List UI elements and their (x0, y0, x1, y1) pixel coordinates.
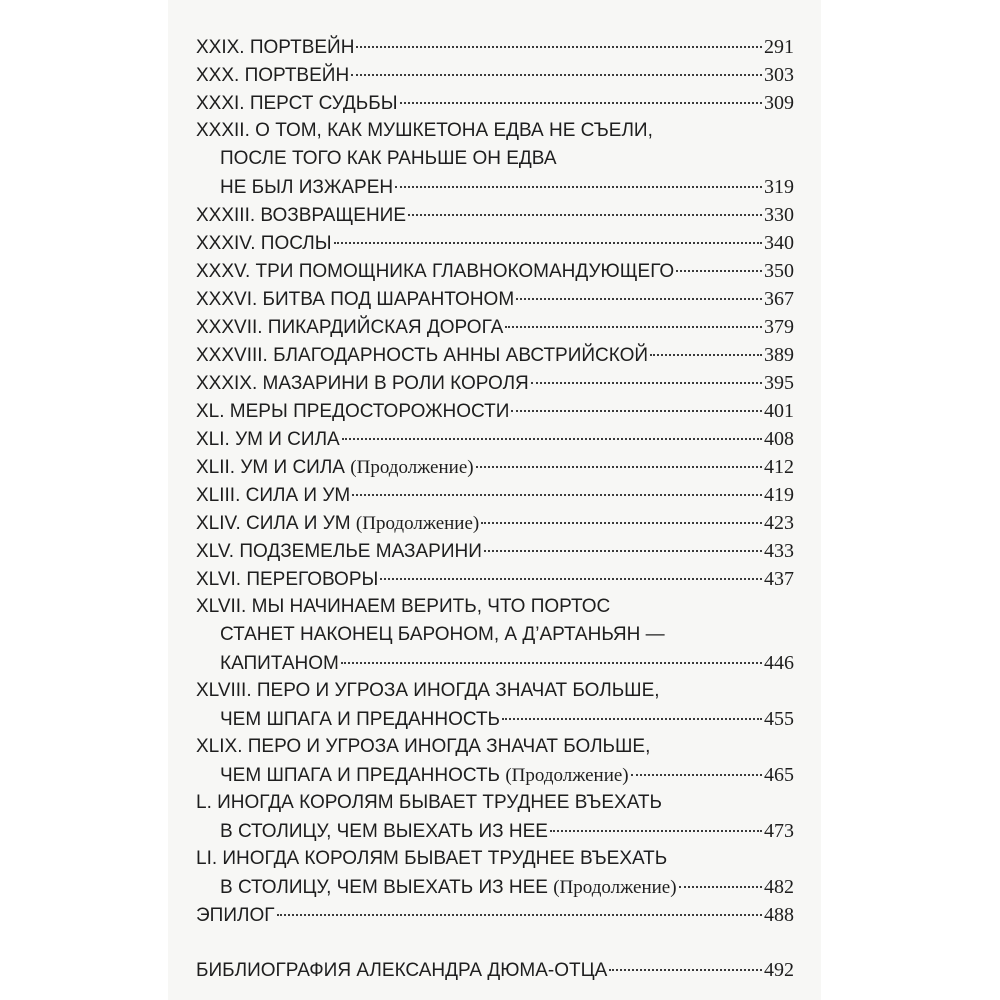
toc-entry-title (196, 789, 662, 817)
toc-title-text: XLVI. ПЕРЕГОВОРЫ (196, 569, 379, 590)
toc-entry-line (196, 789, 794, 817)
toc-entry-continuation-note: (Продолжение) (553, 877, 677, 898)
toc-entry-title (196, 258, 674, 286)
toc-title-text: XL. МЕРЫ ПРЕДОСТОРОЖНОСТИ (196, 401, 510, 422)
toc-entry-title (196, 510, 479, 538)
toc-entry-line (196, 649, 794, 677)
dot-leader (277, 914, 762, 916)
toc-entry-continuation-note: (Продолжение) (350, 457, 474, 478)
toc-entry-line (196, 89, 794, 117)
toc-entry-line (196, 817, 794, 845)
toc-entry-line (196, 173, 794, 201)
toc-entry-title (220, 874, 677, 902)
dot-leader (395, 186, 762, 188)
toc-title-text: XLIII. СИЛА И УМ (196, 485, 351, 506)
toc-page-number: 412 (764, 456, 794, 478)
toc-entry-line (196, 425, 794, 453)
toc-entry-line (196, 453, 794, 481)
toc-entry-title (196, 845, 667, 873)
toc-title-text: В СТОЛИЦУ, ЧЕМ ВЫЕХАТЬ ИЗ НЕЕ (220, 821, 548, 842)
dot-leader (356, 46, 762, 48)
toc-entry-line (196, 565, 794, 593)
toc-title-text: БИБЛИОГРАФИЯ АЛЕКСАНДРА ДЮМА-ОТЦА (196, 960, 608, 981)
toc-page-number: 437 (764, 568, 794, 590)
toc-entry-title (196, 230, 332, 258)
dot-leader (341, 662, 762, 664)
dot-leader (531, 382, 762, 384)
toc-title-text: XXXIV. ПОСЛЫ (196, 233, 332, 254)
toc-entry-title (196, 454, 474, 482)
toc-entry-continuation-note: (Продолжение) (505, 765, 629, 786)
toc-page-number: 492 (764, 959, 794, 981)
toc-page-number: 446 (764, 652, 794, 674)
toc-page-number: 330 (764, 204, 794, 226)
toc-title-text: ПОСЛЕ ТОГО КАК РАНЬШЕ ОН ЕДВА (220, 148, 557, 169)
dot-leader (481, 522, 762, 524)
toc-page-number: 408 (764, 428, 794, 450)
toc-entry-line (196, 509, 794, 537)
toc-entry-line (196, 481, 794, 509)
toc-title-text: XXXVI. БИТВА ПОД ШАРАНТОНОМ (196, 289, 515, 310)
toc-entry-title (220, 818, 548, 846)
toc-title-text: XLII. УМ И СИЛА (196, 457, 345, 478)
toc-title-text: XLIV. СИЛА И УМ (196, 513, 351, 534)
toc-entry-line (196, 873, 794, 901)
toc-page-number: 389 (764, 344, 794, 366)
toc-entry-line (196, 369, 794, 397)
toc-title-text: СТАНЕТ НАКОНЕЦ БАРОНОМ, А Д’АРТАНЬЯН — (220, 624, 665, 645)
toc-entry-line (196, 956, 794, 984)
toc-entry-title (196, 90, 398, 118)
toc-title-text: XXXVII. ПИКАРДИЙСКАЯ ДОРОГА (196, 317, 504, 338)
toc-entry-title (196, 426, 340, 454)
toc-title-text: ЧЕМ ШПАГА И ПРЕДАННОСТЬ (220, 709, 501, 730)
toc-entry-title (196, 566, 378, 594)
toc-title-text: ЭПИЛОГ (196, 905, 275, 926)
dot-leader (380, 578, 762, 580)
toc-title-text: XLV. ПОДЗЕМЕЛЬЕ МАЗАРИНИ (196, 541, 482, 562)
toc-entry-title (196, 398, 509, 426)
toc-title-text: КАПИТАНОМ (220, 653, 339, 674)
toc-entry-line (196, 313, 794, 341)
toc-entry-title (220, 706, 500, 734)
toc-entry-title (196, 593, 610, 621)
toc-entry-title (196, 314, 503, 342)
toc-title-text: XXXV. ТРИ ПОМОЩНИКА ГЛАВНОКОМАНДУЮЩЕГО (196, 261, 675, 282)
toc-entry-line (196, 201, 794, 229)
toc-entry-title (196, 370, 529, 398)
toc-entry-title (196, 733, 650, 761)
toc-entry-line (196, 117, 794, 145)
toc-entry-title (196, 62, 349, 90)
toc-title-text: LI. ИНОГДА КОРОЛЯМ БЫВАЕТ ТРУДНЕЕ ВЪЕХАТЬ (196, 848, 668, 869)
toc-entry-title (196, 902, 275, 930)
toc-entry-title (196, 117, 653, 145)
toc-entry-line (196, 621, 794, 649)
toc-entry-line (196, 761, 794, 789)
toc-page-number: 340 (764, 232, 794, 254)
toc-page-number: 455 (764, 708, 794, 730)
toc-entry-line (196, 705, 794, 733)
toc-title-text: XLIX. ПЕРО И УГРОЗА ИНОГДА ЗНАЧАТ БОЛЬШЕ, (196, 736, 651, 757)
toc-title-text: XXX. ПОРТВЕЙН (196, 65, 350, 86)
dot-leader (342, 438, 762, 440)
toc-entry-title (196, 538, 482, 566)
toc-title-text: XXIX. ПОРТВЕЙН (196, 37, 355, 58)
toc-entry-line (196, 145, 794, 173)
toc-entry-title (196, 286, 514, 314)
dot-leader (511, 410, 762, 412)
toc-title-text: ЧЕМ ШПАГА И ПРЕДАННОСТЬ (220, 765, 501, 786)
dot-leader (484, 550, 762, 552)
toc-entry-line (196, 845, 794, 873)
toc-title-text: L. ИНОГДА КОРОЛЯМ БЫВАЕТ ТРУДНЕЕ ВЪЕХАТЬ (196, 792, 662, 813)
toc-entry-line (196, 677, 794, 705)
toc-entry-continuation-note: (Продолжение) (355, 513, 480, 534)
toc-entry-line (196, 341, 794, 369)
toc-spacer (196, 929, 794, 956)
toc-page-number: 379 (764, 316, 794, 338)
toc-page-number: 482 (764, 876, 794, 898)
toc-entry-line (196, 901, 794, 929)
toc-entry-title (220, 621, 665, 649)
toc-page-number: 433 (764, 540, 794, 562)
toc-page-number: 423 (764, 512, 794, 534)
toc-page-number: 291 (764, 36, 794, 58)
toc-page-number: 350 (764, 260, 794, 282)
toc-page-number: 419 (764, 484, 794, 506)
toc-entry-line (196, 61, 794, 89)
toc-entry-line (196, 733, 794, 761)
toc-entry-line (196, 257, 794, 285)
dot-leader (476, 466, 762, 468)
dot-leader (352, 494, 762, 496)
toc-page-number: 488 (764, 904, 794, 926)
dot-leader (334, 242, 762, 244)
dot-leader (351, 74, 762, 76)
toc-title-text: XXXI. ПЕРСТ СУДЬБЫ (196, 93, 398, 114)
toc-entry-title (220, 762, 629, 790)
toc-page-number: 303 (764, 64, 794, 86)
dot-leader (502, 718, 762, 720)
toc-title-text: XXXII. О ТОМ, КАК МУШКЕТОНА ЕДВА НЕ СЪЕЛИ, (196, 120, 653, 141)
toc-title-text: XXXVIII. БЛАГОДАРНОСТЬ АННЫ АВСТРИЙСКОЙ (196, 345, 649, 366)
toc-entry-line (196, 537, 794, 565)
toc-entry-title (196, 482, 350, 510)
toc-page-number: 395 (764, 372, 794, 394)
dot-leader (676, 270, 762, 272)
toc-entry-title (196, 677, 660, 705)
dot-leader (550, 830, 762, 832)
dot-leader (400, 102, 762, 104)
toc-entry-line (196, 229, 794, 257)
toc-page-number: 319 (764, 176, 794, 198)
dot-leader (609, 969, 762, 971)
toc-entry-title (220, 145, 557, 173)
toc-entry-line (196, 33, 794, 61)
toc-page-number: 401 (764, 400, 794, 422)
toc-entry-line (196, 593, 794, 621)
dot-leader (516, 298, 762, 300)
toc-entry-title (220, 650, 339, 678)
toc-entry-line (196, 397, 794, 425)
toc-title-text: В СТОЛИЦУ, ЧЕМ ВЫЕХАТЬ ИЗ НЕЕ (220, 877, 548, 898)
toc-entry-title (196, 202, 406, 230)
dot-leader (505, 326, 762, 328)
toc-entry-line (196, 285, 794, 313)
toc-page-number: 473 (764, 820, 794, 842)
toc-title-text: XLI. УМ И СИЛА (196, 429, 340, 450)
toc-entry-title (196, 342, 648, 370)
toc-title-text: XLVII. МЫ НАЧИНАЕМ ВЕРИТЬ, ЧТО ПОРТОС (196, 596, 611, 617)
toc-title-text: XXXIX. МАЗАРИНИ В РОЛИ КОРОЛЯ (196, 373, 529, 394)
dot-leader (631, 774, 762, 776)
dot-leader (408, 214, 762, 216)
toc-title-text: XLVIII. ПЕРО И УГРОЗА ИНОГДА ЗНАЧАТ БОЛЬШЕ, (196, 680, 660, 701)
toc-entry-title (196, 34, 354, 62)
toc-title-text: НЕ БЫЛ ИЗЖАРЕН (220, 177, 394, 198)
toc-title-text: XXXIII. ВОЗВРАЩЕНИЕ (196, 205, 406, 226)
dot-leader (650, 354, 762, 356)
dot-leader (679, 886, 762, 888)
table-of-contents (196, 33, 794, 984)
toc-entry-title (196, 957, 607, 985)
toc-entry-title (220, 174, 393, 202)
toc-page-number: 309 (764, 92, 794, 114)
toc-page-number: 367 (764, 288, 794, 310)
toc-page-number: 465 (764, 764, 794, 786)
